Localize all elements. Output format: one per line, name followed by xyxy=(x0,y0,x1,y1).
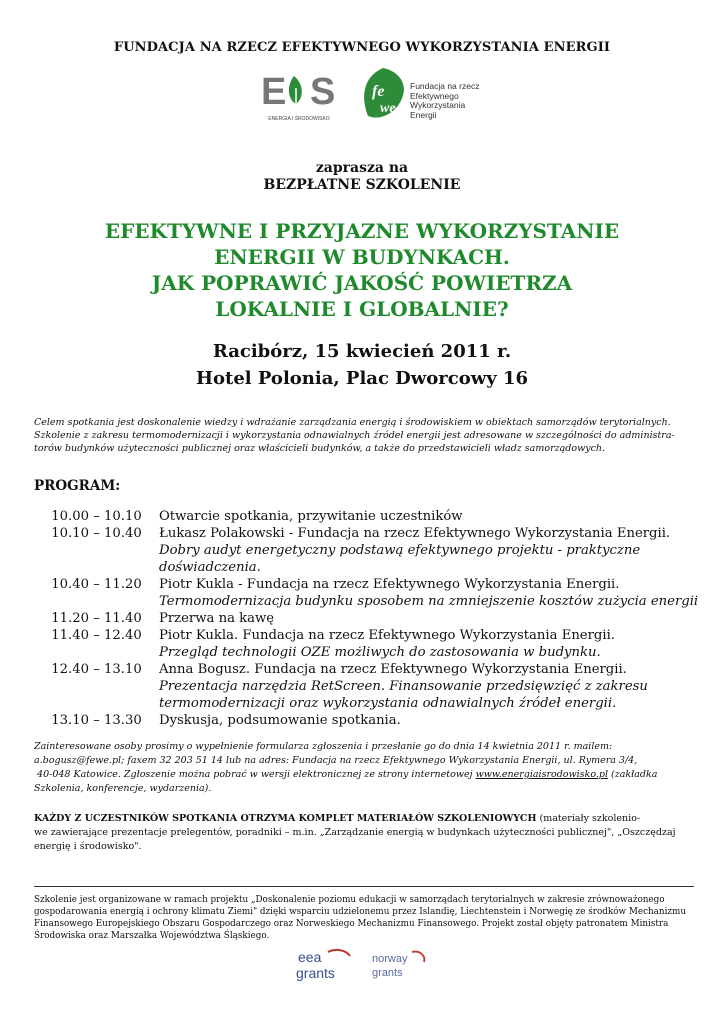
fewe-logo-line2: Efektywnego xyxy=(410,90,459,101)
svg-text:we: we xyxy=(380,101,396,116)
footer-line: Szkolenie jest organizowane w ramach projektu „Doskonalenie poziomu edukacji w samorządach terytorialnych w zakresie zrównoważonego xyxy=(34,895,665,905)
materials-info xyxy=(34,812,694,854)
materials-heading: KAŻDY Z UCZESTNIKÓW SPOTKANIA OTRZYMA KOMPLET MATERIAŁÓW SZKOLENIOWYCH xyxy=(34,813,537,824)
contact-line xyxy=(34,768,694,782)
schedule-row xyxy=(34,576,704,610)
es-logo xyxy=(258,64,340,126)
schedule-time: 10.00 – 10.10 xyxy=(51,509,142,524)
schedule-desc: Łukasz Polakowski - Fundacja na rzecz Efektywnego Wykorzystania Energii. xyxy=(159,526,671,541)
contact-text: 40-048 Katowice. Zgłoszenie można pobrać w wersji elektronicznej ze strony internetowej xyxy=(37,769,476,780)
fewe-logo-line3: Wykorzystania xyxy=(410,100,466,110)
schedule-desc: Otwarcie spotkania, przywitanie uczestników xyxy=(159,509,463,524)
footer-line: Finansowego Europejskiego Obszaru Gospodarczego oraz Norweskiego Mechanizmu Finansowego. Projekt został objęty patronatem Ministra xyxy=(34,919,669,929)
es-logo-caption: ENERGIA I ŚRODOWISKO xyxy=(268,116,330,122)
logos-row xyxy=(0,62,724,132)
program-label: PROGRAM: xyxy=(34,478,121,494)
schedule-topic: termomodernizacji oraz wykorzystania odnawialnych źródeł energii. xyxy=(159,696,617,711)
schedule-desc: Anna Bogusz. Fundacja na rzecz Efektywnego Wykorzystania Energii. xyxy=(159,662,627,677)
materials-text: energię i środowisko". xyxy=(34,841,142,852)
schedule-desc: Piotr Kukla. Fundacja na rzecz Efektywnego Wykorzystania Energii. xyxy=(159,628,615,643)
schedule-row xyxy=(34,627,704,661)
svg-text:fe: fe xyxy=(372,83,385,100)
schedule-topic: doświadczenia. xyxy=(159,560,261,575)
schedule-row xyxy=(34,661,704,712)
contact-line: Zainteresowane osoby prosimy o wypełnienie formularza zgłoszenia i przesłanie go do dnia 14 kwietnia 2011 r. mailem: xyxy=(34,741,613,752)
fewe-logo xyxy=(358,66,498,126)
website-link[interactable]: www.energiaisrodowisko.pl xyxy=(475,769,609,780)
footer-line: Środowiska oraz Marszałka Województwa Śląskiego. xyxy=(34,931,270,941)
event-title xyxy=(0,218,724,322)
footer-divider xyxy=(34,886,694,887)
registration-info xyxy=(34,740,694,796)
fewe-logo-line1: Fundacja na rzecz xyxy=(410,81,480,91)
contact-text: (zakładka xyxy=(608,769,658,780)
footer-line: gospodarowania energią i ochrony klimatu Ziemi" dzięki wsparciu udzielonemu przez Islandię, Liechtenstein i Norwegię ze środków Mechanizmu xyxy=(34,907,687,917)
grants-logos xyxy=(0,946,724,986)
norway-grants-logo xyxy=(368,948,430,984)
intro-line: torów budynków użyteczności publicznej oraz właścicieli budynków, a także do przedstawicieli władz samorządowych. xyxy=(34,443,606,454)
event-venue: Hotel Polonia, Plac Dworcowy 16 xyxy=(196,368,528,389)
foundation-header: FUNDACJA NA RZECZ EFEKTYWNEGO WYKORZYSTANIA ENERGII xyxy=(113,40,611,55)
title-line-2: ENERGII W BUDYNKACH. xyxy=(214,245,510,269)
svg-text:S: S xyxy=(310,71,336,113)
schedule-row xyxy=(34,508,704,525)
project-footer xyxy=(34,894,694,942)
intro-line: Celem spotkania jest doskonalenie wiedzy i wdrażanie zarządzania energią i środowiskiem w obiektach samorządów terytorialnych. xyxy=(34,417,671,428)
schedule-topic: Prezentacja narzędzia RetScreen. Finansowanie przedsięwzięć z zakresu xyxy=(159,679,648,694)
invite-line: zaprasza na xyxy=(315,160,409,176)
event-date: Racibórz, 15 kwiecień 2011 r. xyxy=(212,341,512,362)
schedule-topic: Przegląd technologii OZE możliwych do zastosowania w budynku. xyxy=(159,645,601,660)
schedule-time: 13.10 – 13.30 xyxy=(51,713,142,728)
fewe-logo-line4: Energii xyxy=(410,109,437,120)
schedule-time: 12.40 – 13.10 xyxy=(51,662,142,677)
schedule-row xyxy=(34,525,704,576)
schedule-row xyxy=(34,712,704,729)
schedule-desc: Dyskusja, podsumowanie spotkania. xyxy=(159,713,401,728)
schedule-row xyxy=(34,610,704,627)
schedule-time: 11.40 – 12.40 xyxy=(51,628,142,643)
free-training-label: BEZPŁATNE SZKOLENIE xyxy=(263,177,461,193)
intro-line: Szkolenie z zakresu termomodernizacji i wykorzystania odnawialnych źródeł energii jest adresowane w szczególności do administra- xyxy=(34,430,675,441)
title-line-3: JAK POPRAWIĆ JAKOŚĆ POWIETRZA xyxy=(151,271,573,295)
svg-text:E: E xyxy=(261,71,287,113)
materials-text: we zawierające prezentacje prelegentów, poradniki – m.in. „Zarządzanie energią w budynkach użyteczności publicznej", „Oszczędzaj xyxy=(34,827,676,838)
contact-line: Szkolenia, konferencje, wydarzenia). xyxy=(34,783,212,794)
eea-grants-logo xyxy=(292,946,354,986)
materials-text: (materiały szkolenio- xyxy=(536,813,641,824)
schedule-desc: Przerwa na kawę xyxy=(159,611,275,626)
norway-logo-line2: grants xyxy=(372,967,403,979)
schedule-time: 11.20 – 11.40 xyxy=(51,611,142,626)
eea-logo-line1: eea xyxy=(298,949,322,965)
schedule-topic: Dobry audyt energetyczny podstawą efektywnego projektu - praktyczne xyxy=(159,543,641,558)
event-place xyxy=(0,338,724,392)
schedule-desc: Piotr Kukla - Fundacja na rzecz Efektywnego Wykorzystania Energii. xyxy=(159,577,620,592)
schedule-time: 10.10 – 10.40 xyxy=(51,526,142,541)
title-line-4: LOKALNIE I GLOBALNIE? xyxy=(215,297,509,321)
eea-logo-line2: grants xyxy=(296,965,335,981)
schedule-topic: Termomodernizacja budynku sposobem na zmniejszenie kosztów zużycia energii xyxy=(159,594,699,609)
contact-line: a.bogusz@fewe.pl; faxem 32 203 51 14 lub na adres: Fundacja na rzecz Efektywnego Wykorzystania Energii, ul. Rymera 3/4, xyxy=(34,755,638,766)
schedule xyxy=(34,508,704,729)
fewe-leaf-icon xyxy=(358,66,408,124)
intro-text xyxy=(34,416,694,455)
invitation xyxy=(0,160,724,194)
schedule-time: 10.40 – 11.20 xyxy=(51,577,142,592)
title-line-1: EFEKTYWNE I PRZYJAZNE WYKORZYSTANIE xyxy=(104,219,620,243)
norway-logo-line1: norway xyxy=(372,953,408,965)
